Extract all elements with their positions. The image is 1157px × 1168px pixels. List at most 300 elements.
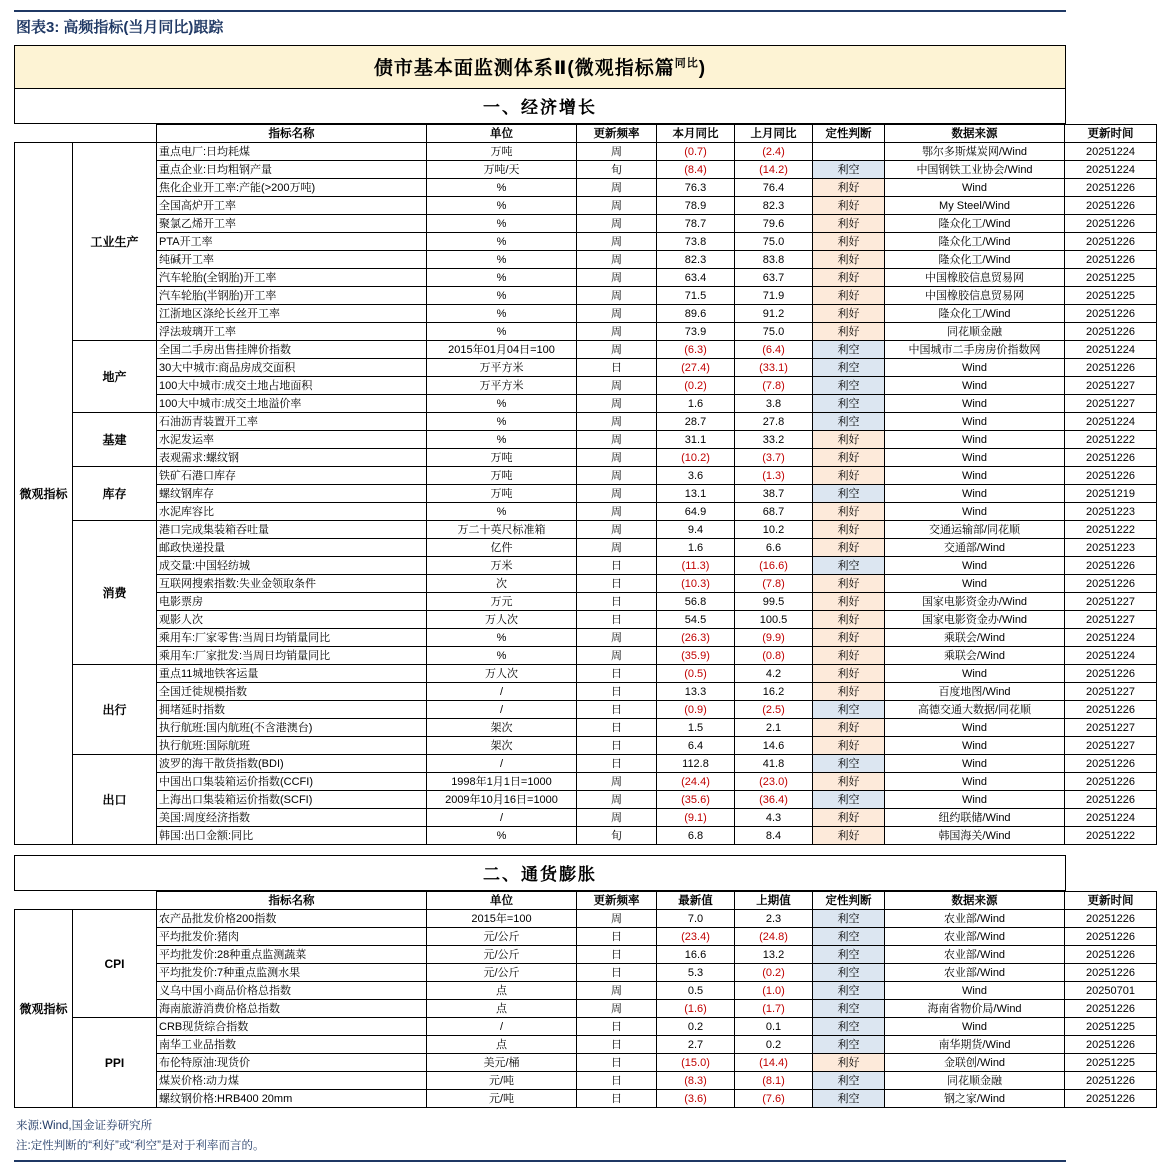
update-time: 20251226 [1065, 557, 1157, 575]
qualitative-judgement: 利空 [813, 485, 885, 503]
previous-value: 33.2 [735, 431, 813, 449]
indicator-unit: 万米 [427, 557, 577, 575]
side-group-label: 微观指标 [15, 910, 73, 1108]
table-row [15, 413, 1157, 431]
indicator-name: 螺纹钢价格:HRB400 20mm [157, 1090, 427, 1108]
update-frequency: 周 [577, 251, 657, 269]
data-source: Wind [885, 557, 1065, 575]
indicator-unit: % [427, 431, 577, 449]
update-time: 20251225 [1065, 269, 1157, 287]
indicator-name: 平均批发价:猪肉 [157, 928, 427, 946]
current-value: (0.9) [657, 701, 735, 719]
indicator-name: 重点电厂:日均耗煤 [157, 143, 427, 161]
update-time: 20251226 [1065, 197, 1157, 215]
previous-value: (9.9) [735, 629, 813, 647]
current-value: 63.4 [657, 269, 735, 287]
table-row [15, 431, 1157, 449]
previous-value: 82.3 [735, 197, 813, 215]
update-time: 20251225 [1065, 287, 1157, 305]
indicator-unit: 万人次 [427, 665, 577, 683]
update-time: 20251222 [1065, 521, 1157, 539]
data-source: Wind [885, 431, 1065, 449]
indicator-name: 互联网搜索指数:失业金领取条件 [157, 575, 427, 593]
previous-value: 13.2 [735, 946, 813, 964]
data-source: 钢之家/Wind [885, 1090, 1065, 1108]
data-source: Wind [885, 755, 1065, 773]
data-source: 农业部/Wind [885, 964, 1065, 982]
update-time: 20251224 [1065, 413, 1157, 431]
indicator-name: 农产品批发价格200指数 [157, 910, 427, 928]
update-time: 20250701 [1065, 982, 1157, 1000]
qualitative-judgement: 利空 [813, 964, 885, 982]
update-frequency: 日 [577, 946, 657, 964]
update-time: 20251224 [1065, 143, 1157, 161]
update-frequency: 周 [577, 773, 657, 791]
update-frequency: 周 [577, 287, 657, 305]
table-row [15, 143, 1157, 161]
table-row [15, 611, 1157, 629]
qualitative-judgement: 利好 [813, 1054, 885, 1072]
data-source: 鄂尔多斯煤炭网/Wind [885, 143, 1065, 161]
qualitative-judgement [813, 143, 885, 161]
current-value: 82.3 [657, 251, 735, 269]
table-row [15, 161, 1157, 179]
data-source: Wind [885, 982, 1065, 1000]
data-source: Wind [885, 179, 1065, 197]
update-frequency: 周 [577, 467, 657, 485]
qualitative-judgement: 利空 [813, 910, 885, 928]
current-value: (0.7) [657, 143, 735, 161]
current-value: 1.6 [657, 539, 735, 557]
update-frequency: 周 [577, 647, 657, 665]
update-time: 20251227 [1065, 377, 1157, 395]
indicator-name: 波罗的海干散货指数(BDI) [157, 755, 427, 773]
update-frequency: 周 [577, 377, 657, 395]
indicator-name: CRB现货综合指数 [157, 1018, 427, 1036]
indicator-unit: 点 [427, 1000, 577, 1018]
qualitative-judgement: 利空 [813, 928, 885, 946]
table-row [15, 575, 1157, 593]
indicator-unit: % [427, 215, 577, 233]
indicator-name: 铁矿石港口库存 [157, 467, 427, 485]
indicator-unit: 万吨 [427, 467, 577, 485]
qualitative-judgement: 利好 [813, 827, 885, 845]
data-source: Wind [885, 395, 1065, 413]
qualitative-judgement: 利好 [813, 719, 885, 737]
indicator-unit: % [427, 503, 577, 521]
qualitative-judgement: 利空 [813, 557, 885, 575]
indicator-name: 邮政快递投量 [157, 539, 427, 557]
indicator-unit: 元/公斤 [427, 946, 577, 964]
indicator-name: 重点企业:日均粗钢产量 [157, 161, 427, 179]
indicator-name: 上海出口集装箱运价指数(SCFI) [157, 791, 427, 809]
table-row [15, 737, 1157, 755]
previous-value: 41.8 [735, 755, 813, 773]
table-row [15, 539, 1157, 557]
previous-value: 79.6 [735, 215, 813, 233]
previous-value: 83.8 [735, 251, 813, 269]
indicator-table [14, 124, 1157, 845]
update-frequency: 周 [577, 323, 657, 341]
indicator-unit: 元/公斤 [427, 928, 577, 946]
update-frequency: 日 [577, 593, 657, 611]
indicator-name: 表观需求:螺纹钢 [157, 449, 427, 467]
update-time: 20251227 [1065, 593, 1157, 611]
data-source: Wind [885, 413, 1065, 431]
indicator-name: 执行航班:国内航班(不含港澳台) [157, 719, 427, 737]
column-header: 定性判断 [813, 125, 885, 143]
indicator-name: 中国出口集装箱运价指数(CCFI) [157, 773, 427, 791]
update-frequency: 周 [577, 503, 657, 521]
previous-value: (7.8) [735, 377, 813, 395]
previous-value: (2.5) [735, 701, 813, 719]
indicator-name: 纯碱开工率 [157, 251, 427, 269]
bottom-rule [14, 1160, 1066, 1162]
current-value: 56.8 [657, 593, 735, 611]
indicator-name: 30大中城市:商品房成交面积 [157, 359, 427, 377]
indicator-unit: 1998年1月1日=1000 [427, 773, 577, 791]
figure-footer [14, 1108, 1066, 1156]
qualitative-judgement: 利好 [813, 683, 885, 701]
header-blank-group [73, 892, 157, 910]
update-frequency: 日 [577, 719, 657, 737]
column-header: 单位 [427, 892, 577, 910]
data-source: 海南省物价局/Wind [885, 1000, 1065, 1018]
current-value: (8.3) [657, 1072, 735, 1090]
banner-tail: ) [698, 58, 707, 79]
update-frequency: 日 [577, 1090, 657, 1108]
qualitative-judgement: 利空 [813, 161, 885, 179]
data-source: Wind [885, 485, 1065, 503]
update-time: 20251226 [1065, 773, 1157, 791]
update-time: 20251226 [1065, 1090, 1157, 1108]
source-note: 来源:Wind,国金证券研究所 [16, 1120, 153, 1132]
previous-value: (2.4) [735, 143, 813, 161]
data-source: 农业部/Wind [885, 910, 1065, 928]
update-time: 20251224 [1065, 809, 1157, 827]
update-frequency: 周 [577, 1000, 657, 1018]
update-frequency: 周 [577, 233, 657, 251]
update-time: 20251227 [1065, 395, 1157, 413]
current-value: (27.4) [657, 359, 735, 377]
group-label: PPI [73, 1018, 157, 1108]
banner-main: 债市基本面监测体系Ⅱ(微观指标篇 [373, 58, 675, 79]
indicator-unit: % [427, 305, 577, 323]
banner-title [14, 45, 1066, 89]
indicator-unit: % [427, 413, 577, 431]
group-label: 消费 [73, 521, 157, 665]
indicator-unit: % [427, 179, 577, 197]
table-row [15, 1018, 1157, 1036]
previous-value: 100.5 [735, 611, 813, 629]
update-time: 20251226 [1065, 665, 1157, 683]
qualitative-judgement: 利好 [813, 305, 885, 323]
update-frequency: 周 [577, 269, 657, 287]
update-time: 20251226 [1065, 215, 1157, 233]
indicator-unit: / [427, 1018, 577, 1036]
data-source: 农业部/Wind [885, 928, 1065, 946]
previous-value: (14.4) [735, 1054, 813, 1072]
update-frequency: 旬 [577, 161, 657, 179]
update-time: 20251227 [1065, 683, 1157, 701]
indicator-unit: / [427, 809, 577, 827]
update-time: 20251225 [1065, 1054, 1157, 1072]
indicator-unit: 万二十英尺标准箱 [427, 521, 577, 539]
previous-value: 2.3 [735, 910, 813, 928]
table-row [15, 809, 1157, 827]
table-row [15, 287, 1157, 305]
indicator-name: 平均批发价:28种重点监测蔬菜 [157, 946, 427, 964]
data-source: 同花顺金融 [885, 323, 1065, 341]
indicator-name: 100大中城市:成交土地溢价率 [157, 395, 427, 413]
current-value: 112.8 [657, 755, 735, 773]
previous-value: (1.7) [735, 1000, 813, 1018]
table-row [15, 341, 1157, 359]
header-blank-side [15, 125, 73, 143]
data-source: 中国橡胶信息贸易网 [885, 287, 1065, 305]
indicator-unit: % [427, 647, 577, 665]
column-header: 上期值 [735, 892, 813, 910]
previous-value: 16.2 [735, 683, 813, 701]
table-row [15, 1072, 1157, 1090]
indicator-name: 乘用车:厂家批发:当周日均销量同比 [157, 647, 427, 665]
indicator-unit: 元/吨 [427, 1090, 577, 1108]
update-frequency: 日 [577, 964, 657, 982]
indicator-unit: % [427, 269, 577, 287]
data-source: Wind [885, 665, 1065, 683]
indicator-unit: 点 [427, 982, 577, 1000]
indicator-name: 汽车轮胎(全钢胎)开工率 [157, 269, 427, 287]
update-time: 20251227 [1065, 611, 1157, 629]
current-value: 0.5 [657, 982, 735, 1000]
table-row [15, 251, 1157, 269]
update-time: 20251227 [1065, 719, 1157, 737]
previous-value: 76.4 [735, 179, 813, 197]
previous-value: (7.8) [735, 575, 813, 593]
update-frequency: 周 [577, 910, 657, 928]
table-row [15, 593, 1157, 611]
current-value: 13.3 [657, 683, 735, 701]
data-source: 隆众化工/Wind [885, 305, 1065, 323]
data-source: 高德交通大数据/同花顺 [885, 701, 1065, 719]
table-row [15, 629, 1157, 647]
indicator-unit: 点 [427, 1036, 577, 1054]
indicator-unit: 万吨 [427, 449, 577, 467]
indicator-name: PTA开工率 [157, 233, 427, 251]
data-source: Wind [885, 791, 1065, 809]
table-row [15, 1000, 1157, 1018]
column-header: 指标名称 [157, 892, 427, 910]
header-blank-group [73, 125, 157, 143]
indicator-unit: 亿件 [427, 539, 577, 557]
data-source: 韩国海关/Wind [885, 827, 1065, 845]
indicator-name: 港口完成集装箱吞吐量 [157, 521, 427, 539]
indicator-name: 执行航班:国际航班 [157, 737, 427, 755]
update-frequency: 周 [577, 413, 657, 431]
indicator-name: 美国:周度经济指数 [157, 809, 427, 827]
qualitative-judgement: 利空 [813, 1072, 885, 1090]
current-value: 31.1 [657, 431, 735, 449]
previous-value: 63.7 [735, 269, 813, 287]
previous-value: (1.0) [735, 982, 813, 1000]
indicator-unit: 万平方米 [427, 359, 577, 377]
update-time: 20251226 [1065, 359, 1157, 377]
update-frequency: 日 [577, 359, 657, 377]
update-time: 20251226 [1065, 1000, 1157, 1018]
update-frequency: 周 [577, 521, 657, 539]
previous-value: (33.1) [735, 359, 813, 377]
update-frequency: 日 [577, 701, 657, 719]
table-row [15, 395, 1157, 413]
table-row [15, 982, 1157, 1000]
indicator-name: 水泥发运率 [157, 431, 427, 449]
table-row [15, 1090, 1157, 1108]
current-value: (0.2) [657, 377, 735, 395]
indicator-unit: % [427, 395, 577, 413]
indicator-name: 韩国:出口金额:同比 [157, 827, 427, 845]
data-source: Wind [885, 377, 1065, 395]
indicator-name: 观影人次 [157, 611, 427, 629]
update-time: 20251224 [1065, 161, 1157, 179]
indicator-name: 重点11城地铁客运量 [157, 665, 427, 683]
table-row [15, 233, 1157, 251]
column-header: 本月同比 [657, 125, 735, 143]
update-frequency: 日 [577, 737, 657, 755]
previous-value: 27.8 [735, 413, 813, 431]
qualitative-judgement: 利空 [813, 413, 885, 431]
section-spacer [14, 845, 1066, 855]
data-source: 隆众化工/Wind [885, 251, 1065, 269]
data-source: 乘联会/Wind [885, 647, 1065, 665]
qualitative-judgement: 利空 [813, 982, 885, 1000]
previous-value: 14.6 [735, 737, 813, 755]
table-row [15, 665, 1157, 683]
data-source: 乘联会/Wind [885, 629, 1065, 647]
indicator-unit: 2015年=100 [427, 910, 577, 928]
data-source: Wind [885, 719, 1065, 737]
previous-value: 68.7 [735, 503, 813, 521]
update-time: 20251226 [1065, 323, 1157, 341]
current-value: (15.0) [657, 1054, 735, 1072]
column-header: 单位 [427, 125, 577, 143]
indicator-name: 水泥库容比 [157, 503, 427, 521]
data-source: Wind [885, 467, 1065, 485]
qualitative-judgement: 利好 [813, 575, 885, 593]
qualitative-judgement: 利空 [813, 791, 885, 809]
group-label: 出行 [73, 665, 157, 755]
previous-value: 4.2 [735, 665, 813, 683]
previous-value: 2.1 [735, 719, 813, 737]
side-group-label: 微观指标 [15, 143, 73, 845]
update-time: 20251226 [1065, 964, 1157, 982]
column-header: 上月同比 [735, 125, 813, 143]
table-row [15, 521, 1157, 539]
previous-value: (0.2) [735, 964, 813, 982]
indicator-unit: / [427, 755, 577, 773]
qualitative-judgement: 利好 [813, 251, 885, 269]
current-value: (11.3) [657, 557, 735, 575]
current-value: 78.7 [657, 215, 735, 233]
qualitative-judgement: 利好 [813, 179, 885, 197]
update-time: 20251226 [1065, 305, 1157, 323]
indicator-unit: % [427, 287, 577, 305]
indicator-name: 螺纹钢库存 [157, 485, 427, 503]
indicator-name: 布伦特原油:现货价 [157, 1054, 427, 1072]
table-row [15, 928, 1157, 946]
previous-value: 8.4 [735, 827, 813, 845]
table-row [15, 359, 1157, 377]
previous-value: 6.6 [735, 539, 813, 557]
current-value: (3.6) [657, 1090, 735, 1108]
update-frequency: 日 [577, 1072, 657, 1090]
qualitative-judgement: 利好 [813, 431, 885, 449]
indicator-name: 全国高炉开工率 [157, 197, 427, 215]
data-source: Wind [885, 503, 1065, 521]
table-row [15, 910, 1157, 928]
previous-value: (6.4) [735, 341, 813, 359]
column-header: 更新频率 [577, 892, 657, 910]
update-time: 20251226 [1065, 449, 1157, 467]
table-row [15, 467, 1157, 485]
indicator-name: 电影票房 [157, 593, 427, 611]
table-row [15, 964, 1157, 982]
qualitative-judgement: 利好 [813, 773, 885, 791]
previous-value: 4.3 [735, 809, 813, 827]
data-source: 国家电影资金办/Wind [885, 611, 1065, 629]
update-time: 20251226 [1065, 467, 1157, 485]
current-value: 89.6 [657, 305, 735, 323]
update-frequency: 周 [577, 982, 657, 1000]
table-row [15, 683, 1157, 701]
indicator-unit: % [427, 323, 577, 341]
column-header: 数据来源 [885, 892, 1065, 910]
table-row [15, 449, 1157, 467]
indicator-name: 义乌中国小商品价格总指数 [157, 982, 427, 1000]
update-frequency: 周 [577, 629, 657, 647]
qualitative-judgement: 利好 [813, 215, 885, 233]
indicator-unit: 2009年10月16日=1000 [427, 791, 577, 809]
data-source: My Steel/Wind [885, 197, 1065, 215]
table-row [15, 557, 1157, 575]
previous-value: (36.4) [735, 791, 813, 809]
previous-value: (1.3) [735, 467, 813, 485]
indicator-name: 聚氯乙烯开工率 [157, 215, 427, 233]
indicator-unit: % [427, 827, 577, 845]
current-value: 73.9 [657, 323, 735, 341]
current-value: 1.5 [657, 719, 735, 737]
update-time: 20251222 [1065, 827, 1157, 845]
update-time: 20251225 [1065, 1018, 1157, 1036]
qualitative-judgement: 利空 [813, 377, 885, 395]
qualitative-judgement: 利好 [813, 197, 885, 215]
indicator-name: 煤炭价格:动力煤 [157, 1072, 427, 1090]
update-frequency: 日 [577, 1054, 657, 1072]
current-value: (10.3) [657, 575, 735, 593]
banner-sup: 同比 [674, 57, 699, 70]
qualitative-judgement: 利空 [813, 341, 885, 359]
previous-value: (24.8) [735, 928, 813, 946]
indicator-unit: 万平方米 [427, 377, 577, 395]
update-frequency: 周 [577, 809, 657, 827]
table-row [15, 485, 1157, 503]
indicator-name: 江浙地区涤纶长丝开工率 [157, 305, 427, 323]
group-label: 库存 [73, 467, 157, 521]
qualitative-judgement: 利好 [813, 233, 885, 251]
indicator-unit: % [427, 251, 577, 269]
table-row [15, 755, 1157, 773]
update-frequency: 日 [577, 1018, 657, 1036]
figure-caption [14, 12, 1066, 45]
